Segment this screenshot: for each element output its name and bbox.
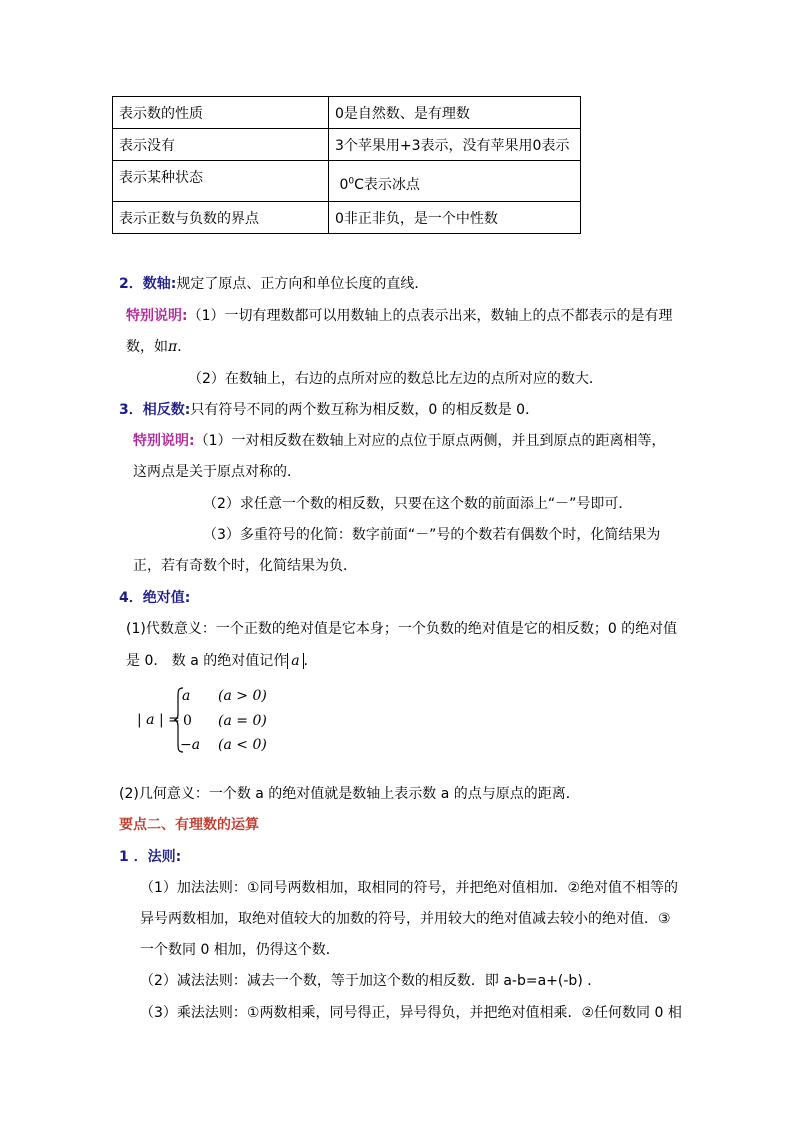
addition-rule-3: 一个数同 0 相加，仍得这个数． xyxy=(140,942,340,958)
s3-note-1 xyxy=(133,430,666,450)
s2-note-1-cont xyxy=(126,336,191,356)
section-number: 2． xyxy=(119,276,143,292)
section-2-heading xyxy=(119,273,428,293)
table-cell: 0是自然数、是有理数 xyxy=(329,97,581,129)
case-condition: (a = 0) xyxy=(218,713,267,729)
multiplication-rule: （3）乘法法则：①两数相乘，同号得正，异号得负，并把绝对值相乘．②任何数同 0 相 xyxy=(140,1005,682,1021)
note-text: 数，如 xyxy=(126,339,168,355)
case-value: a xyxy=(182,688,191,704)
s2-note-1 xyxy=(126,305,673,325)
table-cell: 3个苹果用+3表示，没有苹果用0表示 xyxy=(329,129,581,161)
addition-rule-1: （1）加法法则：①同号两数相加，取相同的符号，并把绝对值相加．②绝对值不相等的 xyxy=(140,880,679,896)
s3-note-3: （3）多重符号的化简：数字前面“－”号的个数若有偶数个时，化简结果为 xyxy=(203,527,661,543)
case-value: 0 xyxy=(183,713,192,729)
s3-note-2: （2）求任意一个数的相反数，只要在这个数的前面添上“－”号即可． xyxy=(203,496,633,512)
case-condition: (a > 0) xyxy=(218,688,267,704)
s2-note-2: （2）在数轴上，右边的点所对应的数总比左边的点所对应的数大． xyxy=(188,371,603,387)
section-3-heading xyxy=(119,399,539,419)
table-cell: 表示正数与负数的界点 xyxy=(113,202,329,234)
keypoint-2-title: 要点二、有理数的运算 xyxy=(119,817,259,833)
s4-algebraic-2 xyxy=(126,650,318,670)
note-text: （1）一切有理数都可以用数轴上的点表示出来，数轴上的点不都表示的是有理 xyxy=(187,308,673,324)
s4-geometric: (2)几何意义：一个数 a 的绝对值就是数轴上表示数 a 的点与原点的距离． xyxy=(119,786,580,802)
degree-zero: 0 xyxy=(339,177,349,193)
table-cell: 0非正非负，是一个中性数 xyxy=(329,202,581,234)
note-label: 特别说明: xyxy=(133,433,195,449)
s3-note-3-cont: 正，若有奇数个时，化简结果为负． xyxy=(133,558,357,574)
note-text-end: ． xyxy=(177,339,192,355)
table-cell xyxy=(113,161,329,202)
table-row xyxy=(113,97,581,129)
case-value: −a xyxy=(180,737,201,753)
table-row xyxy=(113,202,581,234)
pi-symbol: π xyxy=(168,339,178,355)
table-cell-text: 表示某种状态 xyxy=(119,170,203,186)
table-cell xyxy=(329,161,581,202)
rules-heading: 1 ．法则: xyxy=(119,849,182,865)
case-condition: (a < 0) xyxy=(218,737,267,753)
section-text: 只有符号不同的两个数互称为相反数，0 的相反数是 0． xyxy=(190,402,540,418)
properties-table xyxy=(112,96,581,234)
s4-algebraic-1: (1)代数意义：一个正数的绝对值是它本身；一个负数的绝对值是它的相反数；0 的绝对值 xyxy=(126,621,678,637)
note-label: 特别说明: xyxy=(126,308,188,324)
table-row xyxy=(113,161,581,202)
note-text: （1）一对相反数在数轴上对应的点位于原点两侧，并且到原点的距离相等， xyxy=(194,433,666,449)
section-4-heading xyxy=(119,587,190,607)
section-term: 数轴: xyxy=(142,276,177,292)
addition-rule-2: 异号两数相加，取绝对值较大的加数的符号，并用较大的绝对值减去较小的绝对值．③ xyxy=(140,911,671,927)
section-term: 相反数: xyxy=(142,402,191,418)
table-row xyxy=(113,129,581,161)
section-text: 规定了原点、正方向和单位长度的直线． xyxy=(176,276,429,292)
degree-sup: 0 xyxy=(348,176,355,187)
section-number: 3． xyxy=(119,402,143,418)
degree-text: C表示冰点 xyxy=(354,177,420,193)
abs-notation: a xyxy=(287,653,303,669)
alg-text: 是 0． 数 a 的绝对值记作 xyxy=(126,653,288,669)
section-term: 绝对值: xyxy=(142,590,191,606)
section-number: 4． xyxy=(119,590,143,606)
table-cell: 表示没有 xyxy=(113,129,329,161)
subtraction-rule: （2）减法法则：减去一个数，等于加这个数的相反数．即 a-b=a+(-b) ． xyxy=(140,973,602,989)
table-cell: 表示数的性质 xyxy=(113,97,329,129)
formula-lhs: | a | = xyxy=(137,712,180,728)
alg-text-end: ． xyxy=(303,653,318,669)
s3-note-1-cont: 这两点是关于原点对称的． xyxy=(133,464,301,480)
